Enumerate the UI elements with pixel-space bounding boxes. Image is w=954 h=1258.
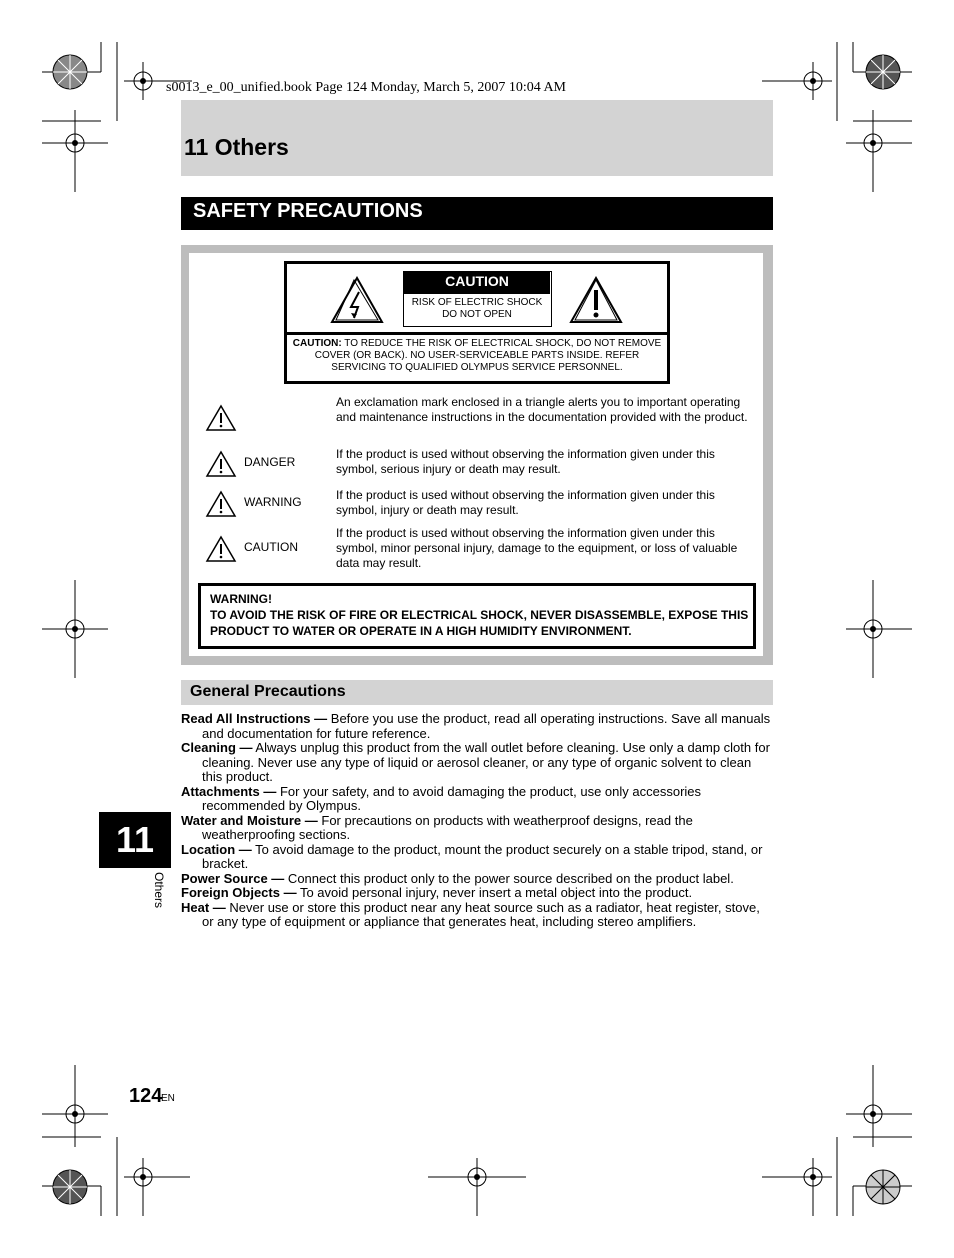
file-header-line: s0013_e_00_unified.book Page 124 Monday, March 5, 2007 10:04 AM — [166, 80, 566, 95]
danger-triangle-icon — [205, 450, 237, 478]
symbol-desc-warning: If the product is used without observing the information given under this symbol, injury or death may result. — [336, 488, 715, 517]
caution-label: CAUTION — [404, 272, 550, 294]
item-term: Attachments — — [181, 783, 277, 799]
warning-triangle-icon — [205, 490, 237, 518]
item-text: To avoid personal injury, never insert a metal object into the product. — [296, 885, 693, 900]
caution-sub-line1: RISK OF ELECTRIC SHOCK — [411, 297, 543, 308]
item-text: For your safety, and to avoid damaging the product, use only accessories recommended by Olympus. — [202, 783, 702, 813]
caution-note — [292, 338, 662, 374]
item-term: Heat — — [181, 899, 226, 915]
list-item — [181, 712, 773, 741]
page-number: 124 — [129, 1085, 163, 1107]
item-term: Location — — [181, 841, 252, 857]
list-item — [181, 901, 773, 930]
item-text: For precautions on products with weatherproof designs, read the weatherproofing sections. — [202, 812, 693, 842]
symbol-name-caution: CAUTION — [244, 540, 298, 554]
symbol-name-warning: WARNING — [244, 495, 302, 509]
item-text: To avoid damage to the product, mount the product securely on a stable tripod, stand, or bracket. — [202, 841, 763, 871]
item-text: Connect this product only to the power source described on the product label. — [284, 870, 734, 886]
chapter-title: 11 Others — [184, 134, 289, 160]
caution-note-label: CAUTION: — [292, 338, 342, 349]
caution-sublabel — [404, 297, 550, 321]
alert-triangle-icon — [205, 404, 237, 432]
symbol-desc-alert: An exclamation mark enclosed in a triangle alerts you to important operating and maintenance instructions in the documentation provided with the product. — [336, 395, 748, 424]
chapter-tab-label: Others — [152, 872, 166, 909]
list-item — [181, 741, 773, 785]
precautions-list — [181, 712, 773, 930]
section-title: SAFETY PRECAUTIONS — [193, 200, 423, 222]
page-language: EN — [161, 1093, 175, 1104]
item-term: Read All Instructions — — [181, 711, 328, 726]
warning-title: WARNING! — [210, 592, 272, 606]
symbol-name-danger: DANGER — [244, 455, 296, 469]
symbol-desc-danger: If the product is used without observing the information given under this symbol, serious injury or death may result. — [336, 447, 715, 476]
caution-sub-line2: DO NOT OPEN — [442, 309, 512, 320]
general-precautions-title: General Precautions — [190, 683, 346, 700]
exclamation-triangle-icon — [569, 276, 623, 324]
electric-shock-icon — [330, 276, 384, 324]
item-term: Water and Moisture — — [181, 812, 318, 828]
list-item — [181, 872, 773, 887]
warning-text: TO AVOID THE RISK OF FIRE OR ELECTRICAL SHOCK, NEVER DISASSEMBLE, EXPOSE THIS PRODUCT TO WATER OR OPERATE IN A HIGH HUMIDITY ENVIRONMENT. — [210, 608, 749, 638]
item-text: Always unplug this product from the wall outlet before cleaning. Use only a damp cloth for cleaning. Never use any type of liquid or aerosol cleaner, or any type of organic solvent to clean this product. — [202, 740, 770, 784]
caution-note-text: TO REDUCE THE RISK OF ELECTRICAL SHOCK, DO NOT REMOVE COVER (OR BACK). NO USER-SERVICEABLE PARTS INSIDE. REFER SERVICING TO QUALIFIED OLYMPUS SERVICE PERSONNEL. — [314, 338, 662, 373]
list-item — [181, 814, 773, 843]
list-item — [181, 843, 773, 872]
caution-divider — [287, 332, 667, 335]
symbol-desc-caution: If the product is used without observing the information given under this symbol, minor personal injury, damage to the equipment, or loss of valuable data may result. — [336, 526, 738, 570]
item-term: Foreign Objects — — [181, 885, 297, 900]
item-text: Before you use the product, read all operating instructions. Save all manuals and documentation for future reference. — [202, 711, 771, 741]
caution-triangle-icon — [205, 535, 237, 563]
item-term: Cleaning — — [181, 740, 253, 755]
list-item — [181, 886, 773, 901]
chapter-tab: 11 — [99, 812, 171, 868]
item-term: Power Source — — [181, 870, 285, 886]
list-item — [181, 785, 773, 814]
item-text: Never use or store this product near any heat source such as a radiator, heat register, stove, or any type of equipment or appliance that generates heat, including stereo amplifiers. — [202, 899, 760, 929]
